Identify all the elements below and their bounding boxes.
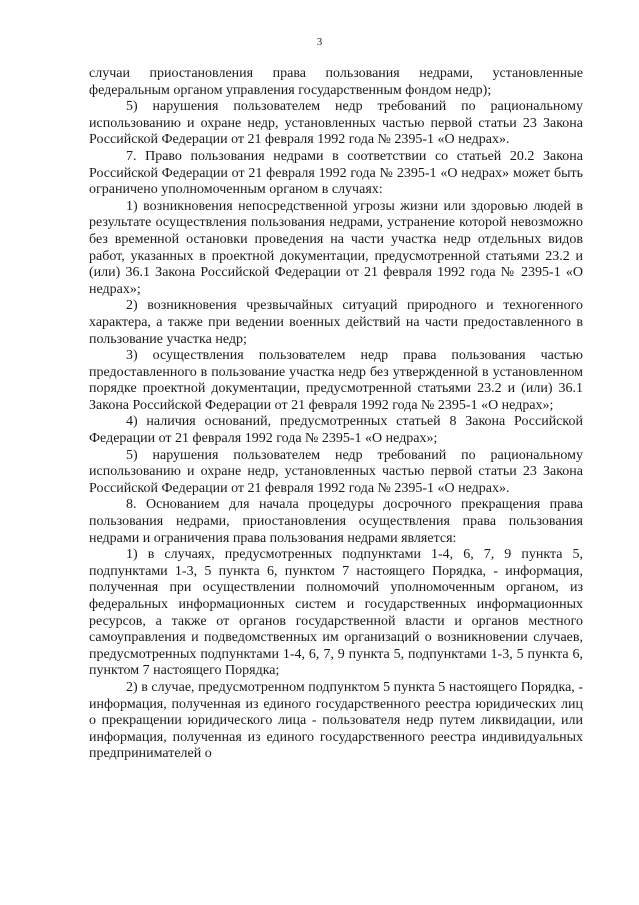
page-number: 3 xyxy=(316,36,323,48)
paragraph: 4) наличия оснований, предусмотренных статьей 8 Закона Российской Федерации от 21 февраля 1992 года № 2395-1 «О недрах»; xyxy=(89,414,583,447)
paragraph: 5) нарушения пользователем недр требований по рациональному использованию и охране недр, установленных частью первой статьи 23 Закона Российской Федерации от 21 февраля 1992 года № 2395-1 «О недрах». xyxy=(89,99,583,148)
paragraph: 3) осуществления пользователем недр права пользования частью предоставленного в пользование участка недр без утвержденной в установленном порядке проектной документации, предусмотренной статьями 23.2 и (или) 36.1 Закона Российской Федерации от 21 февраля 1992 года № 2395-1 «О недрах»; xyxy=(89,348,583,413)
document-body xyxy=(89,66,583,763)
paragraph: 8. Основанием для начала процедуры досрочного прекращения права пользования недрами, приостановления осуществления права пользования недрами и ограничения права пользования недрами является: xyxy=(89,497,583,546)
paragraph: 1) возникновения непосредственной угрозы жизни или здоровью людей в результате осуществления пользования недрами, устранение которой невозможно без временной остановки проведения на части участка недр отдельных видов работ, указанных в проектной документации, предусмотренной статьями 23.2 и (или) 36.1 Закона Российской Федерации от 21 февраля 1992 года № 2395-1 «О недрах»; xyxy=(89,198,583,297)
paragraph: 7. Право пользования недрами в соответствии со статьей 20.2 Закона Российской Федерации от 21 февраля 1992 года № 2395-1 «О недрах» может быть ограничено уполномоченным органом в случаях: xyxy=(89,148,583,198)
paragraph: 1) в случаях, предусмотренных подпунктами 1-4, 6, 7, 9 пункта 5, подпунктами 1-3, 5 пункта 6, пунктом 7 настоящего Порядка, - информация, полученная при осуществлении полномочий уполномоченным органом, из федеральных информационных систем и государственных информационных ресурсов, а также от органов государственной власти и органов местного самоуправления и подведомственных им организаций о возникновении случаев, предусмотренных подпунктами 1-4, 6, 7, 9 пункта 5, подпунктами 1-3, 5 пункта 6, пунктом 7 настоящего Порядка; xyxy=(89,547,583,679)
paragraph: случаи приостановления права пользования недрами, установленные федеральным органом управления государственным фондом недр); xyxy=(89,66,583,98)
paragraph: 5) нарушения пользователем недр требований по рациональному использованию и охране недр, установленных частью первой статьи 23 Закона Российской Федерации от 21 февраля 1992 года № 2395-1 «О недрах». xyxy=(89,447,583,496)
paragraph: 2) в случае, предусмотренном подпунктом 5 пункта 5 настоящего Порядка, - информация, полученная из единого государственного реестра юридических лиц о прекращении юридического лица - пользователя недр путем ликвидации, или информация, полученная из единого государственного реестра индивидуальных предпринимателей о xyxy=(89,679,583,762)
paragraph: 2) возникновения чрезвычайных ситуаций природного и техногенного характера, а также при ведении военных действий на части предоставленного в пользование участка недр; xyxy=(89,298,583,347)
